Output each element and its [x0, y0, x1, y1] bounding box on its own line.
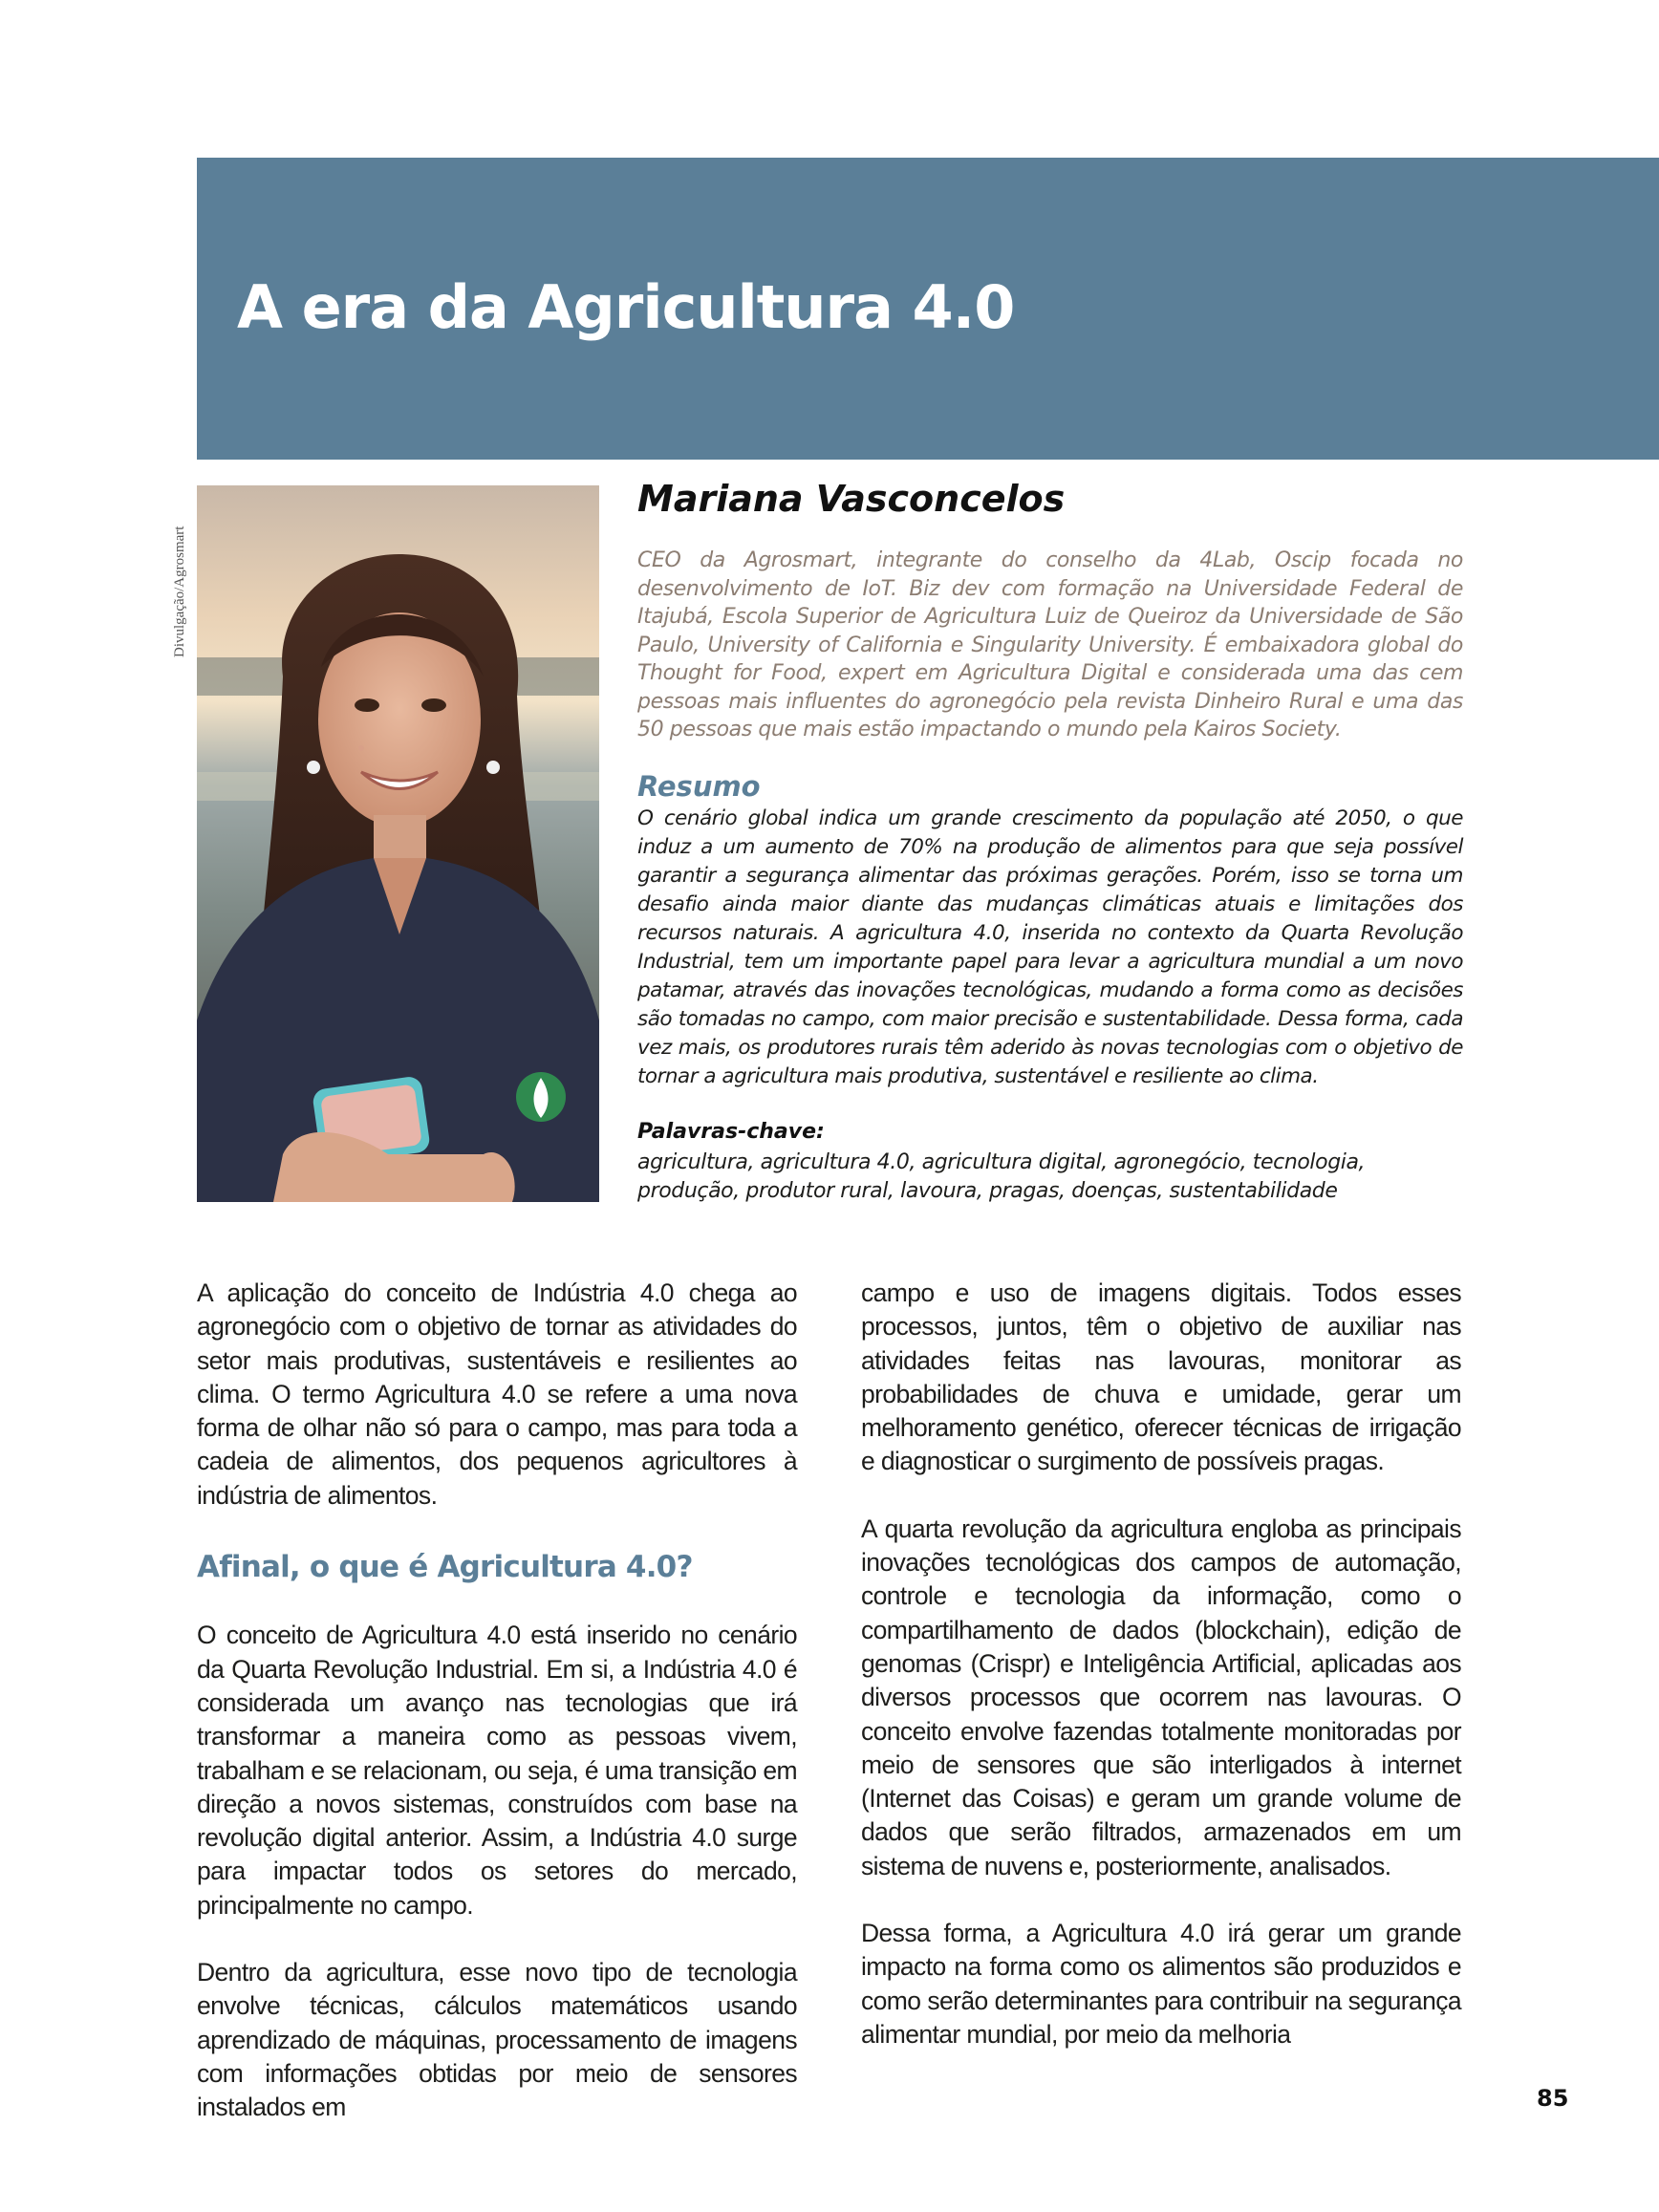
body-paragraph: A aplicação do conceito de Indústria 4.0 chega ao agronegócio com o objetivo de tornar as atividades do setor mais produtivas, sustentáveis e resilientes ao clima. O termo Agricultura 4.0 se refere a uma nova forma de olhar não só para o campo, mas para toda a cadeia de alimentos, dos pequenos agricultores à indústria de alimentos.	[197, 1278, 797, 1510]
keywords-heading: Palavras-chave:	[637, 1120, 825, 1144]
author-name: Mariana Vasconcelos	[637, 478, 1066, 520]
page-title: A era da Agricultura 4.0	[237, 272, 1015, 342]
title-banner	[197, 158, 1659, 460]
body-paragraph: A quarta revolução da agricultura engloba as principais inovações tecnológicas dos campos de automação, controle e tecnologia da informação, como o compartilhamento de dados (blockchain), edição de genomas (Crispr) e Inteligência Artificial, aplicadas aos diversos processos que ocorrem nas lavouras. O conceito envolve fazendas totalmente monitoradas por meio de sensores que são interligados à internet (Internet das Coisas) e geram um grande volume de dados que serão filtrados, armazenados em um sistema de nuvens e, posteriormente, analisados.	[861, 1514, 1461, 1880]
body-column-left	[197, 1277, 797, 2125]
page-number: 85	[1537, 2085, 1569, 2112]
author-bio: CEO da Agrosmart, integrante do conselho da 4Lab, Oscip focada no desenvolvimento de IoT. Biz dev com formação na Universidade Federal de Itajubá, Escola Superior de Agricultura Luiz de Queiroz da Universidade de São Paulo, University of California e Singularity University. É embaixadora global do Thought for Food, expert em Agricultura Digital e considerada uma das cem pessoas mais influentes do agronegócio pela revista Dinheiro Rural e uma das 50 pessoas que mais estão impactando o mundo pela Kairos Society.	[637, 548, 1463, 741]
abstract-heading: Resumo	[637, 770, 761, 803]
body-paragraph: Dentro da agricultura, esse novo tipo de tecnologia envolve técnicas, cálculos matemáticos usando aprendizado de máquinas, processamento de imagens com informações obtidas por meio de sensores instalados em	[197, 1958, 797, 2122]
author-photo	[197, 485, 599, 1202]
keywords-text: agricultura, agricultura 4.0, agricultura digital, agronegócio, tecnologia, produção, produtor rural, lavoura, pragas, doenças, sustentabilidade	[637, 1150, 1366, 1203]
body-paragraph: Dessa forma, a Agricultura 4.0 irá gerar um grande impacto na forma como os alimentos são produzidos e como serão determinantes para contribuir na segurança alimentar mundial, por meio da melhoria	[861, 1919, 1461, 2049]
body-column-right	[861, 1277, 1461, 2051]
body-paragraph: O conceito de Agricultura 4.0 está inserido no cenário da Quarta Revolução Industrial. Em si, a Indústria 4.0 é considerada um avanço nas tecnologias que irá transformar a maneira como as pessoas vivem, trabalham e se relacionam, ou seja, é uma transição em direção a novos sistemas, construídos com base na revolução digital anterior. Assim, a Indústria 4.0 surge para impactar todos os setores do mercado, principalmente no campo.	[197, 1621, 797, 1920]
abstract-text: O cenário global indica um grande crescimento da população até 2050, o que induz a um aumento de 70% na produção de alimentos para que seja possível garantir a segurança alimentar das próximas gerações. Porém, isso se torna um desafio ainda maior diante das mudanças climáticas atuais e limitações dos recursos naturais. A agricultura 4.0, inserida no contexto da Quarta Revolução Industrial, tem um importante papel para levar a agricultura mundial a um novo patamar, através das inovações tecnológicas, mudando a forma como as decisões são tomadas no campo, com maior precisão e sustentabilidade. Dessa forma, cada vez mais, os produtores rurais têm aderido às novas tecnologias com o objetivo de tornar a agricultura mais produtiva, sustentável e resiliente ao clima.	[637, 806, 1463, 1088]
section-heading: Afinal, o que é Agricultura 4.0?	[197, 1550, 693, 1585]
body-paragraph: campo e uso de imagens digitais. Todos esses processos, juntos, têm o objetivo de auxiliar nas atividades feitas nas lavouras, monitorar as probabilidades de chuva e umidade, gerar um melhoramento genético, oferecer técnicas de irrigação e diagnosticar o surgimento de possíveis pragas.	[861, 1278, 1461, 1476]
photo-credit: Divulgação/Agrosmart	[172, 526, 187, 657]
